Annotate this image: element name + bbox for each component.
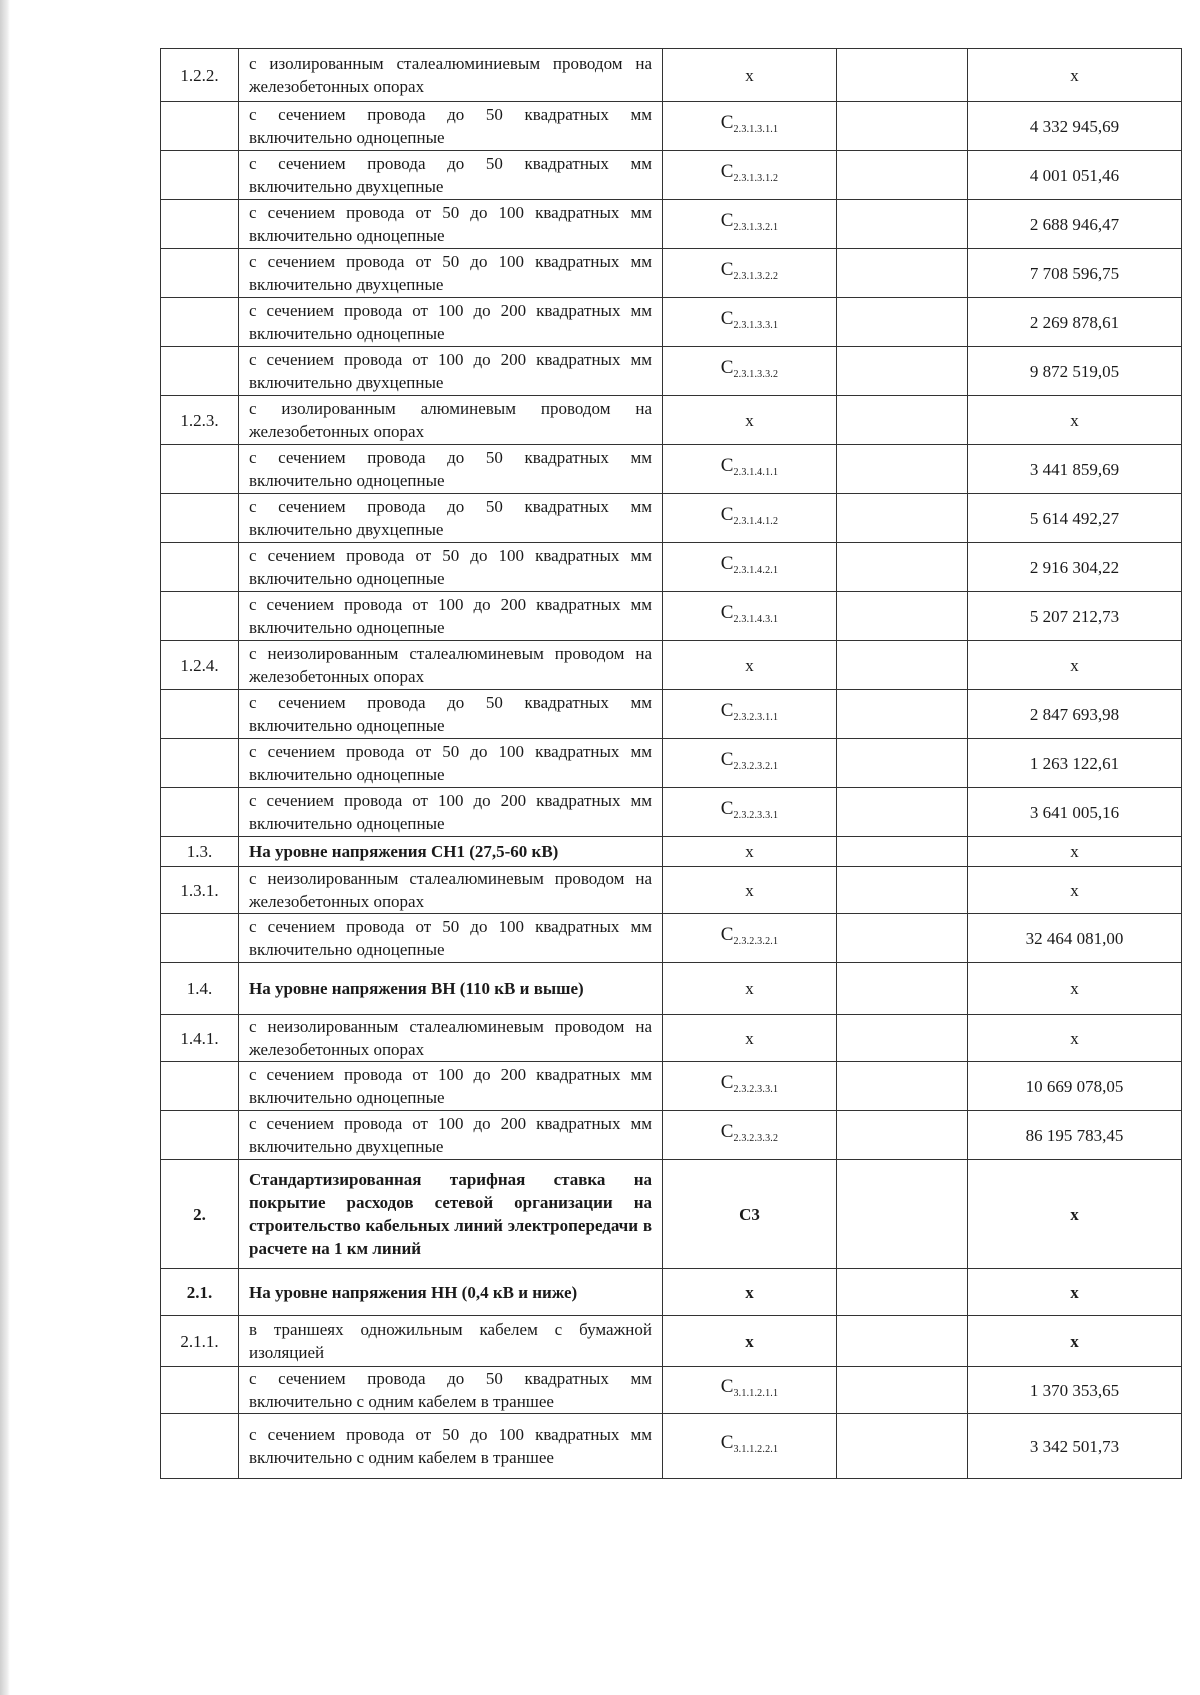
tariff-table-body <box>161 49 1182 1479</box>
rate-value: 5 614 492,27 <box>968 494 1182 543</box>
empty-cell <box>837 914 968 963</box>
row-number <box>161 1111 239 1160</box>
empty-cell <box>837 1269 968 1316</box>
row-number: 1.3. <box>161 837 239 867</box>
row-description: с неизолированным сталеалюминевым проводом на железобетонных опорах <box>239 1015 663 1062</box>
rate-code-base: C <box>720 112 734 133</box>
rate-value: x <box>968 396 1182 445</box>
rate-code-subscript: 2.3.1.3.2.2 <box>733 271 779 282</box>
empty-cell <box>837 1015 968 1062</box>
rate-code-base: x <box>745 842 754 861</box>
table-row <box>161 1414 1182 1479</box>
row-number <box>161 1062 239 1111</box>
row-description: На уровне напряжения ВН (110 кВ и выше) <box>239 963 663 1015</box>
rate-code <box>663 690 837 739</box>
rate-code <box>663 963 837 1015</box>
row-description: с сечением провода до 50 квадратных мм включительно одноцепные <box>239 690 663 739</box>
empty-cell <box>837 592 968 641</box>
rate-code-subscript: 2.3.2.3.3.2 <box>733 1133 779 1144</box>
row-number <box>161 690 239 739</box>
table-row <box>161 1062 1182 1111</box>
rate-code-base: C <box>720 924 734 945</box>
row-number: 2.1. <box>161 1269 239 1316</box>
rate-code <box>663 1269 837 1316</box>
row-number: 1.2.2. <box>161 49 239 102</box>
rate-code-subscript: 2.3.2.3.3.1 <box>733 1084 779 1095</box>
empty-cell <box>837 1414 968 1479</box>
rate-code-base: C <box>720 1376 734 1397</box>
rate-value: x <box>968 1316 1182 1367</box>
row-number: 1.2.4. <box>161 641 239 690</box>
rate-code-base: C <box>720 1432 734 1453</box>
rate-code <box>663 914 837 963</box>
rate-code-base: C <box>720 455 734 476</box>
row-description: с изолированным сталеалюминиевым проводом на железобетонных опорах <box>239 49 663 102</box>
rate-value: 4 001 051,46 <box>968 151 1182 200</box>
row-description: с сечением провода от 100 до 200 квадратных мм включительно одноцепные <box>239 592 663 641</box>
row-description: с неизолированным сталеалюминевым проводом на железобетонных опорах <box>239 867 663 914</box>
empty-cell <box>837 867 968 914</box>
rate-code-base: C <box>720 357 734 378</box>
row-description: с сечением провода до 50 квадратных мм включительно с одним кабелем в траншее <box>239 1367 663 1414</box>
empty-cell <box>837 963 968 1015</box>
row-number <box>161 914 239 963</box>
rate-code <box>663 298 837 347</box>
tariff-table <box>160 48 1182 1479</box>
empty-cell <box>837 543 968 592</box>
rate-value: x <box>968 641 1182 690</box>
empty-cell <box>837 1367 968 1414</box>
rate-code-base: C <box>720 749 734 770</box>
row-number <box>161 151 239 200</box>
rate-code-base: C <box>720 308 734 329</box>
row-number <box>161 1367 239 1414</box>
row-description: с сечением провода до 50 квадратных мм включительно одноцепные <box>239 445 663 494</box>
rate-value: 2 688 946,47 <box>968 200 1182 249</box>
rate-value: 4 332 945,69 <box>968 102 1182 151</box>
rate-code-base: x <box>745 655 754 675</box>
rate-code-subscript: 2.3.1.3.1.2 <box>733 173 779 184</box>
rate-code-subscript: 2.3.1.3.3.1 <box>733 320 779 331</box>
table-row <box>161 690 1182 739</box>
row-number: 1.4. <box>161 963 239 1015</box>
row-description: На уровне напряжения СН1 (27,5-60 кВ) <box>239 837 663 867</box>
rate-value: 1 263 122,61 <box>968 739 1182 788</box>
rate-value: x <box>968 1269 1182 1316</box>
row-description: с сечением провода от 100 до 200 квадратных мм включительно одноцепные <box>239 298 663 347</box>
row-description: с сечением провода от 50 до 100 квадратных мм включительно с одним кабелем в траншее <box>239 1414 663 1479</box>
empty-cell <box>837 494 968 543</box>
rate-code-subscript: 2.3.2.3.2.1 <box>733 936 779 947</box>
rate-code <box>663 739 837 788</box>
rate-value: 3 641 005,16 <box>968 788 1182 837</box>
row-number <box>161 445 239 494</box>
table-row <box>161 445 1182 494</box>
table-row <box>161 1316 1182 1367</box>
empty-cell <box>837 249 968 298</box>
empty-cell <box>837 102 968 151</box>
rate-value: x <box>968 1160 1182 1269</box>
row-description: с сечением провода от 100 до 200 квадратных мм включительно одноцепные <box>239 788 663 837</box>
row-description: с сечением провода от 50 до 100 квадратных мм включительно одноцепные <box>239 914 663 963</box>
rate-value: 3 342 501,73 <box>968 1414 1182 1479</box>
row-description: с сечением провода до 50 квадратных мм включительно двухцепные <box>239 151 663 200</box>
rate-code-subscript: 2.3.1.4.1.1 <box>733 467 779 478</box>
row-number <box>161 347 239 396</box>
rate-code <box>663 867 837 914</box>
row-number: 2.1.1. <box>161 1316 239 1367</box>
rate-code <box>663 837 837 867</box>
row-description: с неизолированным сталеалюминевым проводом на железобетонных опорах <box>239 641 663 690</box>
row-number: 1.2.3. <box>161 396 239 445</box>
table-row <box>161 396 1182 445</box>
row-number <box>161 592 239 641</box>
rate-code <box>663 494 837 543</box>
row-description: с сечением провода до 50 квадратных мм включительно двухцепные <box>239 494 663 543</box>
table-row <box>161 963 1182 1015</box>
empty-cell <box>837 445 968 494</box>
table-row <box>161 837 1182 867</box>
table-row <box>161 151 1182 200</box>
row-number <box>161 788 239 837</box>
rate-code-subscript: 2.3.1.4.2.1 <box>733 565 779 576</box>
rate-code-subscript: 2.3.2.3.2.1 <box>733 761 779 772</box>
rate-value: 7 708 596,75 <box>968 249 1182 298</box>
rate-code <box>663 1367 837 1414</box>
empty-cell <box>837 1316 968 1367</box>
empty-cell <box>837 1111 968 1160</box>
rate-code <box>663 1015 837 1062</box>
row-description: Стандартизированная тарифная ставка на покрытие расходов сетевой организации на строительство кабельных линий электропередачи в расчете на 1 км линий <box>239 1160 663 1269</box>
rate-value: 2 269 878,61 <box>968 298 1182 347</box>
table-row <box>161 249 1182 298</box>
rate-code-base: C <box>720 553 734 574</box>
row-description: с изолированным алюминевым проводом на железобетонных опорах <box>239 396 663 445</box>
table-row <box>161 494 1182 543</box>
table-row <box>161 347 1182 396</box>
rate-code <box>663 200 837 249</box>
rate-code-subscript: 2.3.1.3.3.2 <box>733 369 779 380</box>
empty-cell <box>837 788 968 837</box>
rate-code-subscript: 3.1.1.2.2.1 <box>733 1444 779 1455</box>
rate-code <box>663 1062 837 1111</box>
rate-code-base: C <box>720 210 734 231</box>
table-row <box>161 49 1182 102</box>
rate-code-base: C <box>720 1072 734 1093</box>
table-row <box>161 1367 1182 1414</box>
rate-code <box>663 641 837 690</box>
rate-code-base: x <box>745 979 754 998</box>
rate-code-base: C <box>720 602 734 623</box>
row-number: 1.4.1. <box>161 1015 239 1062</box>
row-number: 1.3.1. <box>161 867 239 914</box>
row-number <box>161 249 239 298</box>
rate-code <box>663 1316 837 1367</box>
rate-code-subscript: 2.3.1.4.3.1 <box>733 614 779 625</box>
rate-value: x <box>968 963 1182 1015</box>
rate-code-base: C <box>720 259 734 280</box>
rate-code-base: C <box>720 504 734 525</box>
empty-cell <box>837 298 968 347</box>
row-number <box>161 298 239 347</box>
row-description: в траншеях одножильным кабелем с бумажной изоляцией <box>239 1316 663 1367</box>
rate-value: x <box>968 49 1182 102</box>
row-description: с сечением провода от 100 до 200 квадратных мм включительно двухцепные <box>239 347 663 396</box>
row-number <box>161 200 239 249</box>
rate-code <box>663 151 837 200</box>
rate-code <box>663 1160 837 1269</box>
rate-code <box>663 102 837 151</box>
row-description: с сечением провода от 100 до 200 квадратных мм включительно двухцепные <box>239 1111 663 1160</box>
empty-cell <box>837 396 968 445</box>
rate-code <box>663 1111 837 1160</box>
rate-code-base: x <box>745 880 754 900</box>
empty-cell <box>837 1062 968 1111</box>
empty-cell <box>837 49 968 102</box>
rate-value: 2 847 693,98 <box>968 690 1182 739</box>
rate-code <box>663 249 837 298</box>
row-description: с сечением провода до 50 квадратных мм включительно одноцепные <box>239 102 663 151</box>
rate-code-base: x <box>745 1331 754 1351</box>
rate-code <box>663 788 837 837</box>
scan-edge <box>0 0 10 1695</box>
rate-value: 32 464 081,00 <box>968 914 1182 963</box>
rate-code <box>663 543 837 592</box>
rate-value: 10 669 078,05 <box>968 1062 1182 1111</box>
table-row <box>161 914 1182 963</box>
rate-value: 1 370 353,65 <box>968 1367 1182 1414</box>
rate-code-subscript: 2.3.1.3.2.1 <box>733 222 779 233</box>
rate-code-subscript: 3.1.1.2.1.1 <box>733 1388 779 1399</box>
rate-code <box>663 1414 837 1479</box>
empty-cell <box>837 347 968 396</box>
row-number: 2. <box>161 1160 239 1269</box>
row-number <box>161 494 239 543</box>
empty-cell <box>837 837 968 867</box>
empty-cell <box>837 151 968 200</box>
table-row <box>161 102 1182 151</box>
rate-code-subscript: 2.3.1.4.1.2 <box>733 516 779 527</box>
table-row <box>161 200 1182 249</box>
rate-code <box>663 49 837 102</box>
rate-code <box>663 445 837 494</box>
rate-code-base: C <box>720 798 734 819</box>
rate-code <box>663 592 837 641</box>
rate-value: x <box>968 1015 1182 1062</box>
rate-value: x <box>968 837 1182 867</box>
rate-code-base: x <box>745 65 754 85</box>
rate-value: 5 207 212,73 <box>968 592 1182 641</box>
row-description: На уровне напряжения НН (0,4 кВ и ниже) <box>239 1269 663 1316</box>
rate-code-subscript: 2.3.2.3.3.1 <box>733 810 779 821</box>
rate-code-base: C3 <box>739 1204 760 1224</box>
table-row <box>161 543 1182 592</box>
rate-value: 9 872 519,05 <box>968 347 1182 396</box>
rate-code-base: C <box>720 1121 734 1142</box>
rate-code-base: x <box>745 410 754 430</box>
table-row <box>161 298 1182 347</box>
row-description: с сечением провода от 50 до 100 квадратных мм включительно двухцепные <box>239 249 663 298</box>
row-description: с сечением провода от 50 до 100 квадратных мм включительно одноцепные <box>239 543 663 592</box>
empty-cell <box>837 641 968 690</box>
row-description: с сечением провода от 50 до 100 квадратных мм включительно одноцепные <box>239 200 663 249</box>
table-row <box>161 592 1182 641</box>
rate-value: x <box>968 867 1182 914</box>
row-number <box>161 543 239 592</box>
table-row <box>161 867 1182 914</box>
rate-value: 2 916 304,22 <box>968 543 1182 592</box>
table-row <box>161 1015 1182 1062</box>
rate-code-subscript: 2.3.2.3.1.1 <box>733 712 779 723</box>
table-row <box>161 1160 1182 1269</box>
table-row <box>161 1269 1182 1316</box>
rate-code <box>663 347 837 396</box>
rate-value: 3 441 859,69 <box>968 445 1182 494</box>
rate-code-subscript: 2.3.1.3.1.1 <box>733 124 779 135</box>
table-row <box>161 788 1182 837</box>
table-row <box>161 641 1182 690</box>
rate-value: 86 195 783,45 <box>968 1111 1182 1160</box>
row-number <box>161 1414 239 1479</box>
empty-cell <box>837 1160 968 1269</box>
empty-cell <box>837 200 968 249</box>
row-number <box>161 102 239 151</box>
empty-cell <box>837 739 968 788</box>
rate-code-base: x <box>745 1282 754 1302</box>
row-number <box>161 739 239 788</box>
rate-code-base: C <box>720 161 734 182</box>
rate-code <box>663 396 837 445</box>
table-row <box>161 1111 1182 1160</box>
row-description: с сечением провода от 50 до 100 квадратных мм включительно одноцепные <box>239 739 663 788</box>
empty-cell <box>837 690 968 739</box>
rate-code-base: C <box>720 700 734 721</box>
row-description: с сечением провода от 100 до 200 квадратных мм включительно одноцепные <box>239 1062 663 1111</box>
rate-code-base: x <box>745 1028 754 1048</box>
table-row <box>161 739 1182 788</box>
